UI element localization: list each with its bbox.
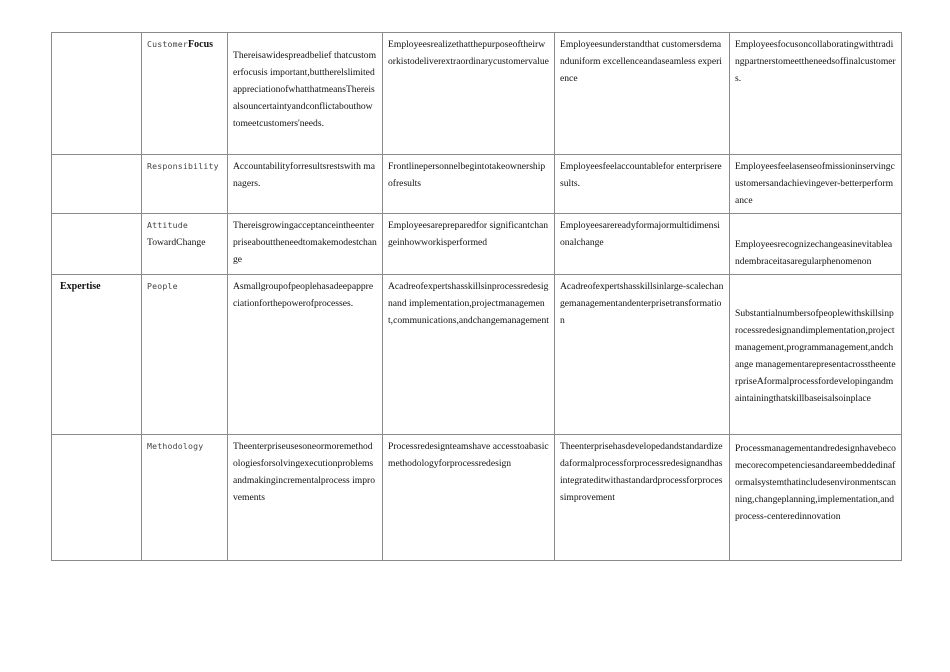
row-label-customer-focus: CustomerFocus — [142, 33, 228, 155]
cell-people-3: Acadreofexpertshasskillsinlarge-scalechangemanagementandenterprisetransformation — [555, 275, 730, 435]
cell-customer-focus-4: Employeesfocusoncollaboratingwithtradingpartnerstomeettheneedsoffinalcustomers. — [730, 33, 902, 155]
cell-attitude-2: Employeesarepreparedfor significantchangeinhowworkisperformed — [383, 214, 555, 275]
cell-people-2: Acadreofexpertshasskillsinprocessredesignand implementation,projectmanagement,communications,andchangemanagement — [383, 275, 555, 435]
cell-attitude-1: Thereisgrowingacceptanceintheenterpriseabouttheneedtomakemodestchange — [228, 214, 383, 275]
cell-attitude-4: Employeesrecognizechangeasinevitableandembraceitasaregularphenomenon — [730, 214, 902, 275]
row-label-people: People — [142, 275, 228, 435]
group-cell-empty — [52, 33, 142, 155]
group-cell-empty — [52, 155, 142, 214]
cell-methodology-3: Theenterprisehasdevelopedandstandardizedaformalprocessforprocessredesignandhasintegrateditwithastandardprocessforprocessimprovement — [555, 435, 730, 561]
table-row-people — [52, 275, 902, 435]
cell-responsibility-3: Employeesfeelaccountablefor enterpriseresults. — [555, 155, 730, 214]
cell-methodology-2: Processredesignteamshave accesstoabasicmethodologyforprocessredesign — [383, 435, 555, 561]
cell-responsibility-1: Accountabilityforresultsrestswith managers. — [228, 155, 383, 214]
cell-people-4: Substantialnumbersofpeoplewithskillsinprocessredesignandimplementation,projectmanagement,programmanagement,andchange managementarepresentacrosstheenterpriseAformalprocessfordevelopingandmaintainingthatskillbaseisalsoinplace — [730, 275, 902, 435]
cell-attitude-3: Employeesarereadyformajormultidimensionalchange — [555, 214, 730, 275]
row-label-responsibility: Responsibility — [142, 155, 228, 214]
table-row-methodology — [52, 435, 902, 561]
group-cell-empty — [52, 435, 142, 561]
table-row-responsibility — [52, 155, 902, 214]
row-label-attitude: Attitude TowardChange — [142, 214, 228, 275]
maturity-table — [51, 32, 902, 561]
cell-methodology-1: Theenterpriseusesoneormoremethodologiesforsolvingexecutionproblemsandmakingincrementalprocess improvements — [228, 435, 383, 561]
group-label-expertise: Expertise — [52, 275, 142, 435]
cell-responsibility-2: Frontlinepersonnelbegintotakeownershipofresults — [383, 155, 555, 214]
cell-customer-focus-1: Thereisawidespreadbelief thatcustomerfocusis important,buttherelslimitedappreciationofwhatthatmeansThereisalsouncertaintyandconflictabouthow tomeetcustomers'needs. — [228, 33, 383, 155]
cell-people-1: Asmallgroupofpeoplehasadeepappreciationforthepowerofprocesses. — [228, 275, 383, 435]
group-cell-empty — [52, 214, 142, 275]
cell-customer-focus-2: Employeesrealizethatthepurposeoftheirworkistodeliverextraordinarycustomervalue — [383, 33, 555, 155]
cell-customer-focus-3: Employeesunderstandthat customersdemanduniform excellenceandaseamless experience — [555, 33, 730, 155]
table-row-attitude — [52, 214, 902, 275]
cell-responsibility-4: Employeesfeelasenseofmissioninservingcustomersandachievingever-betterperformance — [730, 155, 902, 214]
cell-methodology-4: Processmanagementandredesignhavebecomecorecompetenciesandareembeddedinaformalsystemthatincludesenvironmentscanning,changeplanning,implementation,andprocess-centeredinnovation — [730, 435, 902, 561]
row-label-methodology: Methodology — [142, 435, 228, 561]
table-row-customer-focus — [52, 33, 902, 155]
